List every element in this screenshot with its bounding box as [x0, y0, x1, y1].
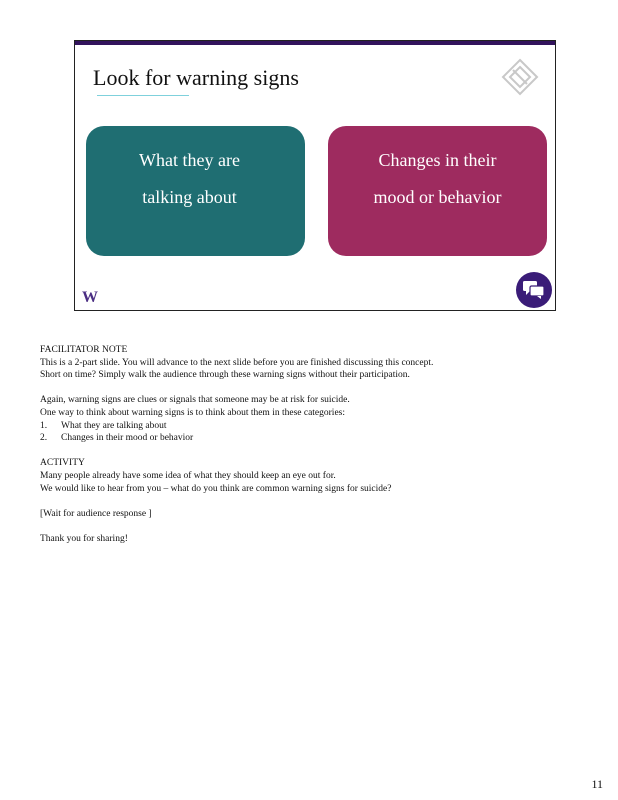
list-number: 1. — [40, 420, 48, 431]
list-number: 2. — [40, 433, 48, 444]
list-text: Changes in their mood or behavior — [61, 433, 194, 444]
facilitator-heading: FACILITATOR NOTE — [40, 345, 128, 355]
notes-line: Again, warning signs are clues or signals that someone may be at risk for suicide. — [40, 395, 350, 406]
chat-button[interactable] — [516, 272, 552, 308]
speaker-notes — [40, 344, 580, 546]
card-mood-behavior — [328, 126, 547, 256]
card-label-line2: mood or behavior — [373, 187, 502, 207]
card-label-line1: What they are — [139, 150, 240, 170]
activity-heading: ACTIVITY — [40, 458, 85, 469]
notes-line: Short on time? Simply walk the audience through these warning signs without their participation. — [40, 370, 410, 381]
card-talking-about — [86, 126, 305, 256]
notes-line: This is a 2-part slide. You will advance to the next slide before you are finished discussing this concept. — [40, 357, 434, 368]
diamond-logo-icon — [500, 57, 540, 97]
uw-logo: W — [82, 289, 97, 306]
title-underline — [97, 95, 189, 96]
slide-thumbnail — [74, 40, 556, 311]
card-label-line2: talking about — [142, 187, 237, 207]
page-number: 11 — [591, 777, 603, 791]
slide-top-bar — [75, 41, 555, 45]
card-label-line1: Changes in their — [378, 150, 497, 170]
list-text: What they are talking about — [61, 420, 167, 431]
notes-line: Many people already have some idea of what they should keep an eye out for. — [40, 470, 336, 481]
list-item — [40, 420, 580, 433]
list-item — [40, 432, 580, 445]
wait-line: [Wait for audience response ] — [40, 508, 152, 519]
notes-line: We would like to hear from you – what do you think are common warning signs for suicide? — [40, 483, 392, 494]
thanks-line: Thank you for sharing! — [40, 533, 128, 544]
notes-line: One way to think about warning signs is to think about them in these categories: — [40, 407, 346, 418]
chat-bubbles-icon — [522, 280, 546, 300]
slide-title: Look for warning signs — [93, 65, 299, 90]
